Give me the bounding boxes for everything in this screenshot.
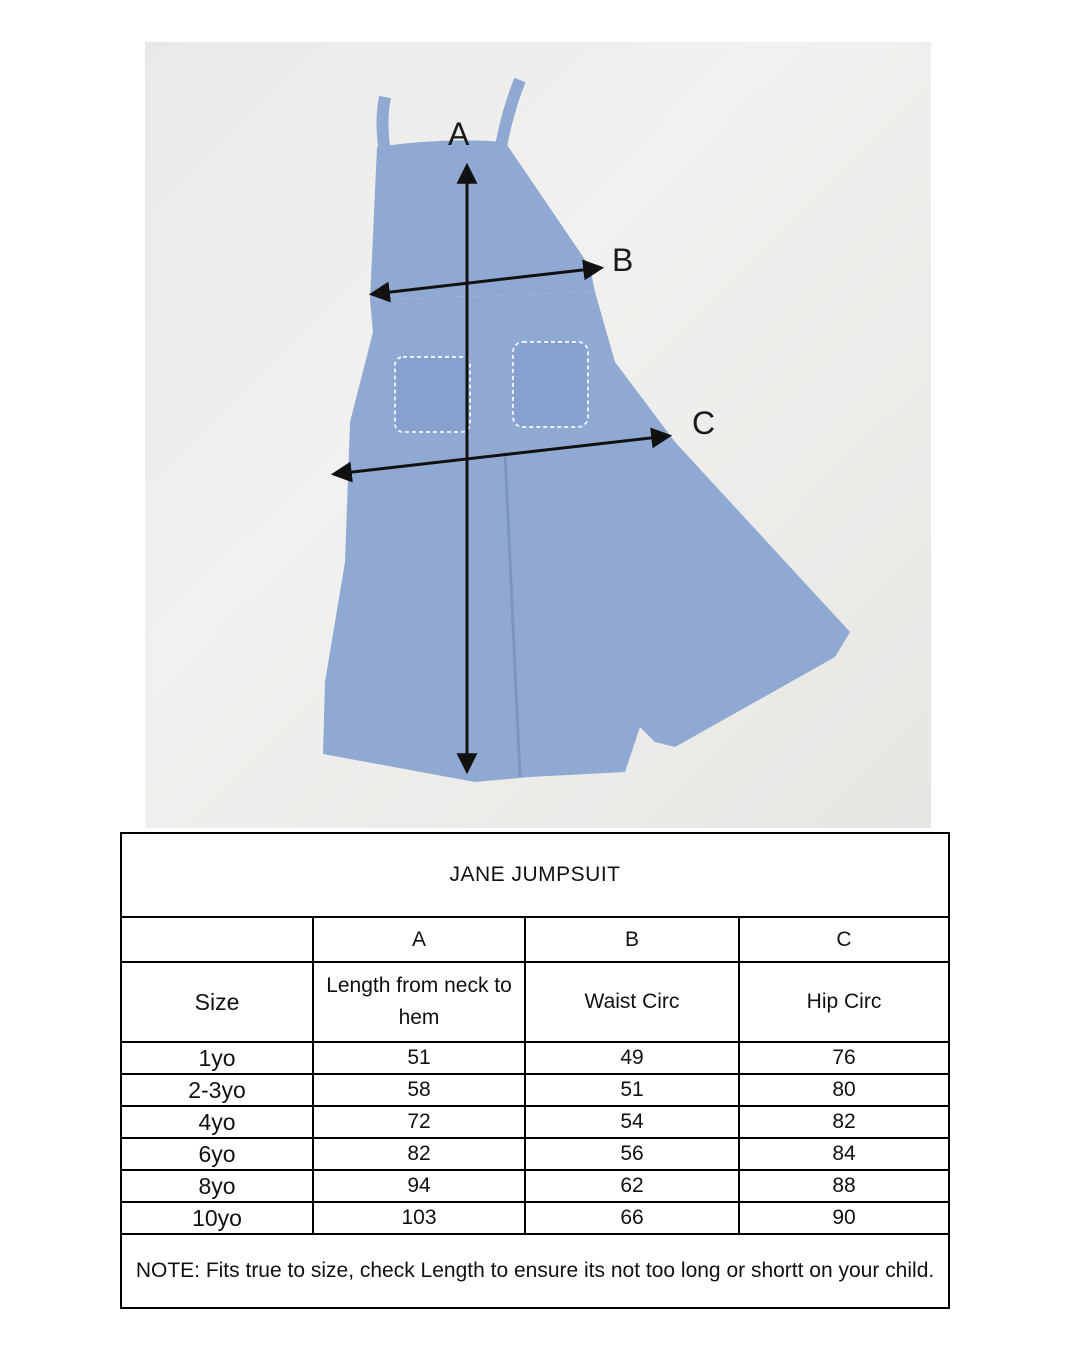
waist-cell: 56 bbox=[525, 1138, 739, 1170]
label-b: B bbox=[612, 242, 634, 278]
header-waist: Waist Circ bbox=[525, 962, 739, 1042]
length-cell: 72 bbox=[313, 1106, 525, 1138]
hip-cell: 76 bbox=[739, 1042, 949, 1074]
length-cell: 51 bbox=[313, 1042, 525, 1074]
header-size: Size bbox=[121, 962, 313, 1042]
left-strap bbox=[383, 97, 386, 152]
letter-b: B bbox=[525, 917, 739, 962]
waist-cell: 62 bbox=[525, 1170, 739, 1202]
length-cell: 103 bbox=[313, 1202, 525, 1234]
size-chart-table bbox=[120, 832, 950, 1309]
size-cell: 8yo bbox=[121, 1170, 313, 1202]
hip-cell: 80 bbox=[739, 1074, 949, 1106]
waist-cell: 51 bbox=[525, 1074, 739, 1106]
waist-cell: 66 bbox=[525, 1202, 739, 1234]
right-strap bbox=[500, 80, 520, 152]
size-cell: 6yo bbox=[121, 1138, 313, 1170]
right-pocket bbox=[513, 342, 588, 427]
size-cell: 10yo bbox=[121, 1202, 313, 1234]
size-cell: 4yo bbox=[121, 1106, 313, 1138]
fit-note: NOTE: Fits true to size, check Length to ensure its not too long or shortt on your child. bbox=[121, 1234, 949, 1308]
label-c: C bbox=[692, 405, 716, 441]
hip-cell: 82 bbox=[739, 1106, 949, 1138]
letter-a: A bbox=[313, 917, 525, 962]
size-cell: 2-3yo bbox=[121, 1074, 313, 1106]
hip-cell: 90 bbox=[739, 1202, 949, 1234]
table-row bbox=[121, 1170, 949, 1202]
bib bbox=[370, 140, 595, 300]
label-a: A bbox=[448, 116, 470, 152]
length-cell: 58 bbox=[313, 1074, 525, 1106]
table-title: JANE JUMPSUIT bbox=[121, 833, 949, 917]
left-pocket bbox=[395, 357, 470, 432]
table-row bbox=[121, 1106, 949, 1138]
table-row bbox=[121, 1202, 949, 1234]
size-cell: 1yo bbox=[121, 1042, 313, 1074]
hip-cell: 88 bbox=[739, 1170, 949, 1202]
jumpsuit-illustration bbox=[145, 42, 931, 828]
table-row bbox=[121, 1138, 949, 1170]
product-photo bbox=[145, 42, 931, 828]
letter-blank bbox=[121, 917, 313, 962]
hip-cell: 84 bbox=[739, 1138, 949, 1170]
table-row bbox=[121, 1074, 949, 1106]
waist-cell: 54 bbox=[525, 1106, 739, 1138]
header-hip: Hip Circ bbox=[739, 962, 949, 1042]
header-length: Length from neck to hem bbox=[313, 962, 525, 1042]
table-row bbox=[121, 1042, 949, 1074]
length-cell: 94 bbox=[313, 1170, 525, 1202]
length-cell: 82 bbox=[313, 1138, 525, 1170]
letter-c: C bbox=[739, 917, 949, 962]
waist-cell: 49 bbox=[525, 1042, 739, 1074]
